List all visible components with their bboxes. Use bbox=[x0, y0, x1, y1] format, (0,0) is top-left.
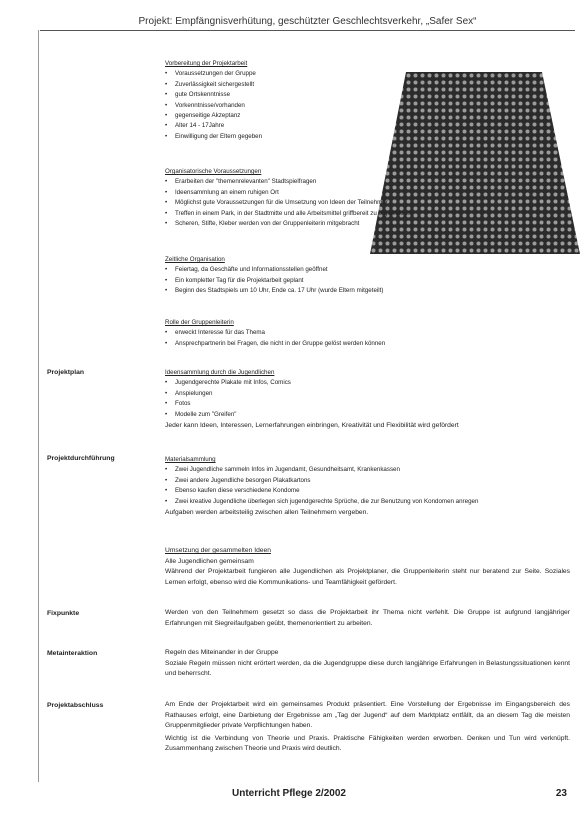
list-item: • Erarbeiten der "themenrelevanten" Stadtspielfragen bbox=[165, 177, 413, 187]
section-umsetzung bbox=[165, 546, 570, 588]
section-title: Ideensammlung durch die Jugendlichen bbox=[165, 369, 275, 376]
section-paragraph: Soziale Regeln müssen nicht erörtert werden, da die Jugendgruppe diese durch langjährige Erfahrungen in Belastungssituationen kennt und beherrscht. bbox=[165, 659, 570, 678]
list-item: • Vorkenntnisse/vorhanden bbox=[165, 101, 262, 111]
section-subtitle: Alle Jugendlichen gemeinsam bbox=[165, 557, 254, 565]
list-item: • Möglichst gute Voraussetzungen für die Umsetzung von Ideen der Teilnehmer bbox=[165, 198, 413, 208]
section-paragraph: Am Ende der Projektarbeit wird ein gemeinsames Produkt präsentiert. Eine Vorstellung der Ergebnisse im Eingangsbereich des Rathauses erfolgt, eine Darbietung der Ergebnisse am „Tag der Jugend“ auf dem Marktplatz entfällt, da an diesem Tag die meisten Gruppenmitglieder private Verpflichtungen haben. bbox=[165, 701, 570, 730]
list-item: • Ein kompletter Tag für die Projektarbeit geplant bbox=[165, 276, 383, 286]
list-item: • Beginn des Stadtspiels um 10 Uhr, Ende ca. 17 Uhr (wurde Eltern mitgeteilt) bbox=[165, 286, 383, 296]
label-projektabschluss: Projektabschluss bbox=[47, 702, 104, 709]
list-item: • gegenseitige Akzeptanz bbox=[165, 111, 262, 121]
list-item: • Anspielungen bbox=[165, 389, 570, 399]
list-item: • erweckt Interesse für das Thema bbox=[165, 328, 385, 338]
list-item: • Zwei kreative Jugendliche überlegen sich jugendgerechte Sprüche, die zur Benutzung von Kondomen anregen bbox=[165, 497, 570, 507]
list-item: • Treffen in einem Park, in der Stadtmitte und alle Arbeitsmittel griffbereit zu organisieren bbox=[165, 209, 413, 219]
footer-journal: Unterricht Pflege 2/2002 bbox=[232, 788, 346, 799]
page-number: 23 bbox=[555, 788, 567, 799]
list-item: • Scheren, Stifte, Kleber werden von der Gruppenleiterin mitgebracht bbox=[165, 219, 413, 229]
section-paragraph: Aufgaben werden arbeitsteilig zwischen allen Teilnehmern vergeben. bbox=[165, 509, 369, 517]
section-paragraph: Werden von den Teilnehmern gesetzt so dass die Projektarbeit ihr Thema nicht verfehlt. Die Gruppe ist aufgrund langjähriger Erfahrungen mit Siegreifaufgaben geübt, themenorientiert zu arbeiten. bbox=[165, 609, 570, 627]
list-item: • Jugendgerechte Plakate mit Infos, Comics bbox=[165, 378, 570, 388]
section-paragraph: Wichtig ist die Verbindung von Theorie und Praxis. Praktische Fähigkeiten werden erworben. Denken und Tun wird verknüpft. Zusammenhang zwischen Theorie und Praxis wird deutlich. bbox=[165, 734, 570, 753]
section-paragraph: Jeder kann Ideen, Interessen, Lernerfahrungen einbringen, Kreativität und Flexibilität wird gefördert bbox=[165, 422, 459, 430]
section-title: Umsetzung der gesammelten Ideen bbox=[165, 547, 271, 554]
section-material bbox=[165, 455, 570, 519]
section-title: Rolle der Gruppenleiterin bbox=[165, 319, 234, 326]
section-organisatorisch bbox=[165, 167, 413, 229]
list-item: • Einwilligung der Eltern gegeben bbox=[165, 132, 262, 142]
header-rule bbox=[40, 30, 575, 31]
section-title: Organisatorische Voraussetzungen bbox=[165, 168, 262, 175]
section-rolle bbox=[165, 318, 385, 349]
list-item: • Ansprechpartnerin bei Fragen, die nicht in der Gruppe gelöst werden können bbox=[165, 339, 385, 349]
label-projektplan: Projektplan bbox=[47, 369, 85, 376]
section-abschluss bbox=[165, 700, 570, 755]
list-item: • Alter 14 - 17Jahre bbox=[165, 121, 262, 131]
section-title: Vorbereitung der Projektarbeit bbox=[165, 60, 248, 67]
page-header: Projekt: Empfängnisverhütung, geschützter Geschlechtsverkehr, „Safer Sex“ bbox=[138, 16, 477, 27]
list-item: • Voraussetzungen der Gruppe bbox=[165, 69, 262, 79]
list-item: • gute Ortskenntnisse bbox=[165, 90, 262, 100]
label-metainteraktion: Metainteraktion bbox=[47, 650, 98, 657]
list-item: • Zwei andere Jugendliche besorgen Plakatkartons bbox=[165, 476, 570, 486]
label-projektdurchfuehrung: Projektdurchführung bbox=[47, 455, 115, 462]
list-item: • Feiertag, da Geschäfte und Informationsstellen geöffnet bbox=[165, 265, 383, 275]
list-item: • Modelle zum "Greifen" bbox=[165, 410, 570, 420]
section-meta bbox=[165, 648, 570, 680]
section-ideen bbox=[165, 368, 570, 432]
list-item: • Ideensammlung an einem ruhigen Ort bbox=[165, 188, 413, 198]
section-title: Zeitliche Organisation bbox=[165, 256, 225, 263]
section-vorbereitung bbox=[165, 59, 262, 142]
list-item: • Fotos bbox=[165, 399, 570, 409]
label-fixpunkte: Fixpunkte bbox=[47, 610, 80, 617]
list-item: • Zwei Jugendliche sammeln Infos im Jugendamt, Gesundheitsamt, Krankenkassen bbox=[165, 465, 570, 475]
section-paragraph: Während der Projektarbeit fungieren alle Jugendlichen als Projektplaner, die Gruppenleiterin steht nur beratend zur Seite. Soziales Lernen erfolgt, ebenso wird die Kommunikations- und Teamfähigkeit gefördert. bbox=[165, 568, 570, 586]
section-title: Materialsammlung bbox=[165, 456, 216, 463]
section-title: Regeln des Miteinander in der Gruppe bbox=[165, 649, 279, 656]
list-item: • Ebenso kaufen diese verschiedene Kondome bbox=[165, 486, 570, 496]
list-item: • Zuverlässigkeit sichergestellt bbox=[165, 80, 262, 90]
left-margin-rule bbox=[38, 30, 39, 782]
section-zeitlich bbox=[165, 255, 383, 297]
section-fixpunkte bbox=[165, 608, 570, 629]
